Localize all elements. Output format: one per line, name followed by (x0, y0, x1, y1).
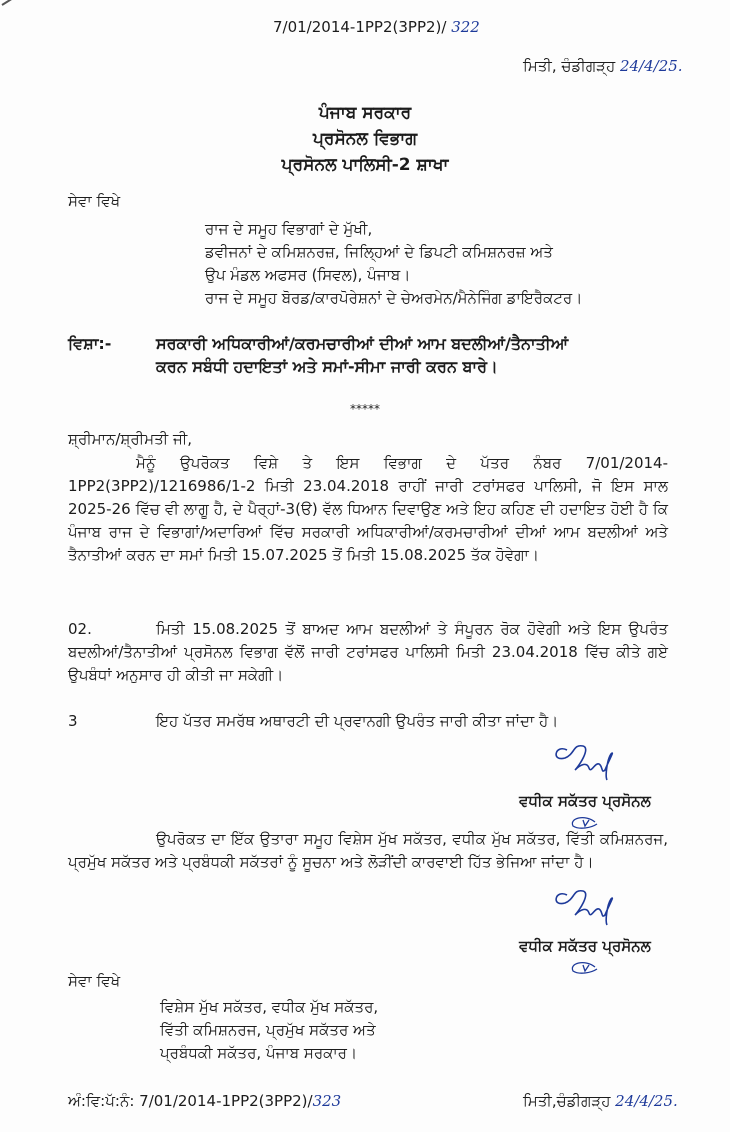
subject-line: ਕਰਨ ਸਬੰਧੀ ਹਦਾਇਤਾਂ ਅਤੇ ਸਮਾਂ-ਸੀਮਾ ਜਾਰੀ ਕਰਨ ਬਾਰੇ। (156, 357, 498, 376)
signatory-designation: ਵਧੀਕ ਸਕੱਤਰ ਪ੍ਰਸੋਨਲ (519, 792, 651, 810)
paragraph-3 (68, 710, 668, 733)
paragraph-1: ਮੈਨੂੰ ਉਪਰੋਕਤ ਵਿਸ਼ੇ ਤੇ ਇਸ ਵਿਭਾਗ ਦੇ ਪੱਤਰ ਨੰਬਰ 7/01/2014-1PP2(3PP2)/1216986/1-2 ਮਿਤੀ 23.04.2018 ਰਾਹੀਂ ਜਾਰੀ ਟਰਾਂਸਫਰ ਪਾਲਿਸੀ, ਜੋ ਇਸ ਸਾਲ 2025-26 ਵਿੱਚ ਵੀ ਲਾਗੂ ਹੈ, ਦੇ ਪੈਰ੍ਹਾਂ-3(ੳ) ਵੱਲ ਧਿਆਨ ਦਿਵਾਉਣ ਅਤੇ ਇਹ ਕਹਿਣ ਦੀ ਹਦਾਇਤ ਹੋਈ ਹੈ ਕਿ ਪੰਜਾਬ ਰਾਜ ਦੇ ਵਿਭਾਗਾਂ/ਅਦਾਰਿਆਂ ਵਿੱਚ ਸਰਕਾਰੀ ਅਧਿਕਾਰੀਆਂ/ਕਰਮਚਾਰੀਆਂ ਦੀਆਂ ਆਮ ਬਦਲੀਆਂ ਅਤੇ ਤੈਨਾਤੀਆਂ ਕਰਨ ਦਾ ਸਮਾਂ ਮਿਤੀ 15.07.2025 ਤੋਂ ਮਿਤੀ 15.08.2025 ਤੱਕ ਹੋਵੇਗਾ। (68, 454, 668, 564)
date-top (523, 57, 683, 75)
date-handwritten: 24/4/25. (615, 1092, 678, 1110)
subject-text (156, 332, 656, 378)
addressee-list (205, 218, 582, 310)
addressee-line: ਵਿੱਤੀ ਕਮਿਸ਼ਨਰਜ, ਪ੍ਰਮੁੱਖ ਸਕੱਤਰ ਅਤੇ (160, 1021, 376, 1039)
addressee-line: ਉਪ ਮੰਡਲ ਅਫਸਰ (ਸਿਵਲ), ਪੰਜਾਬ। (205, 266, 411, 284)
initials-icon (565, 959, 605, 975)
handwritten-signature-icon (545, 740, 625, 790)
government-name: ਪੰਜਾਬ ਸਰਕਾਰ (318, 103, 412, 123)
paragraph-number: 3 (68, 712, 78, 730)
signature-block-1 (490, 740, 680, 830)
signature-block-2 (490, 885, 680, 975)
handwritten-signature-icon (545, 885, 625, 935)
addressee-line: ਵਿਸ਼ੇਸ ਮੁੱਖ ਸਕੱਤਰ, ਵਧੀਕ ਮੁੱਖ ਸਕੱਤਰ, (160, 998, 379, 1016)
branch-name: ਪ੍ਰਸੋਨਲ ਪਾਲਿਸੀ-2 ਸ਼ਾਖਾ (281, 155, 449, 175)
addressee-line: ਪ੍ਰਬੰਧਕੀ ਸਕੱਤਰ, ਪੰਜਾਬ ਸਰਕਾਰ। (160, 1044, 358, 1062)
subject-label: ਵਿਸ਼ਾ:- (68, 334, 112, 353)
paragraph-text: ਮਿਤੀ 15.08.2025 ਤੋਂ ਬਾਅਦ ਆਮ ਬਦਲੀਆਂ ਤੇ ਸੰਪੂਰਨ ਰੋਕ ਹੋਵੇਗੀ ਅਤੇ ਇਸ ਉਪਰੰਤ ਬਦਲੀਆਂ/ਤੈਨਾਤੀਆਂ ਪ੍ਰਸੋਨਲ ਵਿਭਾਗ ਵੱਲੋਂ ਜਾਰੀ ਟਰਾਂਸਫਰ ਪਾਲਿਸੀ ਮਿਤੀ 23.04.2018 ਵਿੱਚ ਕੀਤੇ ਗਏ ਉਪਬੰਧਾਂ ਅਨੁਸਾਰ ਹੀ ਕੀਤੀ ਜਾ ਸਕੇਗੀ। (68, 620, 668, 684)
date-label: ਮਿਤੀ, ਚੰਡੀਗੜ੍ਹ (523, 57, 620, 75)
date-bottom (523, 1092, 678, 1110)
letterhead (0, 100, 730, 178)
to-label-2: ਸੇਵਾ ਵਿਖੇ (68, 972, 121, 990)
addressee-line: ਰਾਜ ਦੇ ਸਮੂਹ ਬੋਰਡ/ਕਾਰਪੋਰੇਸ਼ਨਾਂ ਦੇ ਚੇਅਰਮੇਨ/ਮੈਨੇਜਿੰਗ ਡਾਇਰੈਕਟਰ। (205, 289, 583, 307)
addressee-line: ਰਾਜ ਦੇ ਸਮੂਹ ਵਿਭਾਗਾਂ ਦੇ ਮੁੱਖੀ, (205, 220, 373, 238)
reference-handwritten-number: 322 (451, 18, 480, 36)
addressee-line: ਡਵੀਜਨਾਂ ਦੇ ਕਮਿਸ਼ਨਰਜ਼, ਜਿਲ੍ਹਿਆਂ ਦੇ ਡਿਪਟੀ ਕਮਿਸ਼ਨਰਜ਼ ਅਤੇ (205, 243, 553, 261)
signatory-designation: ਵਧੀਕ ਸਕੱਤਰ ਪ੍ਰਸੋਨਲ (519, 937, 651, 955)
paragraph-text: ਇਹ ਪੱਤਰ ਸਮਰੱਥ ਅਥਾਰਟੀ ਦੀ ਪ੍ਰਵਾਨਗੀ ਉਪਰੰਤ ਜਾਰੀ ਕੀਤਾ ਜਾਂਦਾ ਹੈ। (156, 712, 559, 730)
endorsement-reference (68, 1092, 341, 1110)
corner-pen-mark (1, 0, 24, 6)
paragraph-2 (68, 618, 668, 687)
subject-line: ਸਰਕਾਰੀ ਅਧਿਕਾਰੀਆਂ/ਕਰਮਚਾਰੀਆਂ ਦੀਆਂ ਆਮ ਬਦਲੀਆਂ/ਤੈਨਾਤੀਆਂ (156, 334, 569, 353)
reference-handwritten-number: 323 (312, 1092, 342, 1110)
paragraph-number: 02. (68, 620, 92, 638)
salutation: ਸ਼੍ਰੀਮਾਨ/ਸ਼੍ਰੀਮਤੀ ਜੀ, (68, 430, 193, 448)
date-handwritten: 24/4/25. (619, 57, 683, 75)
date-label: ਮਿਤੀ,ਚੰਡੀਗੜ੍ਹ (523, 1092, 616, 1110)
reference-printed: ਅੰ:ਵਿ:ਪੱ:ਨੰ: 7/01/2014-1PP2(3PP2)/ (68, 1092, 313, 1110)
reference-number-top (273, 18, 480, 36)
copy-forward-paragraph: ਉਪਰੋਕਤ ਦਾ ਇੱਕ ਉਤਾਰਾ ਸਮੂਹ ਵਿਸ਼ੇਸ ਮੁੱਖ ਸਕੱਤਰ, ਵਧੀਕ ਮੁੱਖ ਸਕੱਤਰ, ਵਿੱਤੀ ਕਮਿਸ਼ਨਰਜ, ਪ੍ਰਮੁੱਖ ਸਕੱਤਰ ਅਤੇ ਪ੍ਰਬੰਧਕੀ ਸਕੱਤਰਾਂ ਨੂੰ ਸੂਚਨਾ ਅਤੇ ਲੋੜੀਂਦੀ ਕਾਰਵਾਈ ਹਿੱਤ ਭੇਜਿਆ ਜਾਂਦਾ ਹੈ। (68, 830, 668, 871)
to-label: ਸੇਵਾ ਵਿਖੇ (68, 192, 121, 210)
separator-stars: ***** (350, 402, 380, 416)
department-name: ਪ੍ਰਸੋਨਲ ਵਿਭਾਗ (312, 129, 418, 149)
addressee-list-2 (160, 996, 378, 1065)
reference-printed: 7/01/2014-1PP2(3PP2)/ (273, 18, 452, 36)
